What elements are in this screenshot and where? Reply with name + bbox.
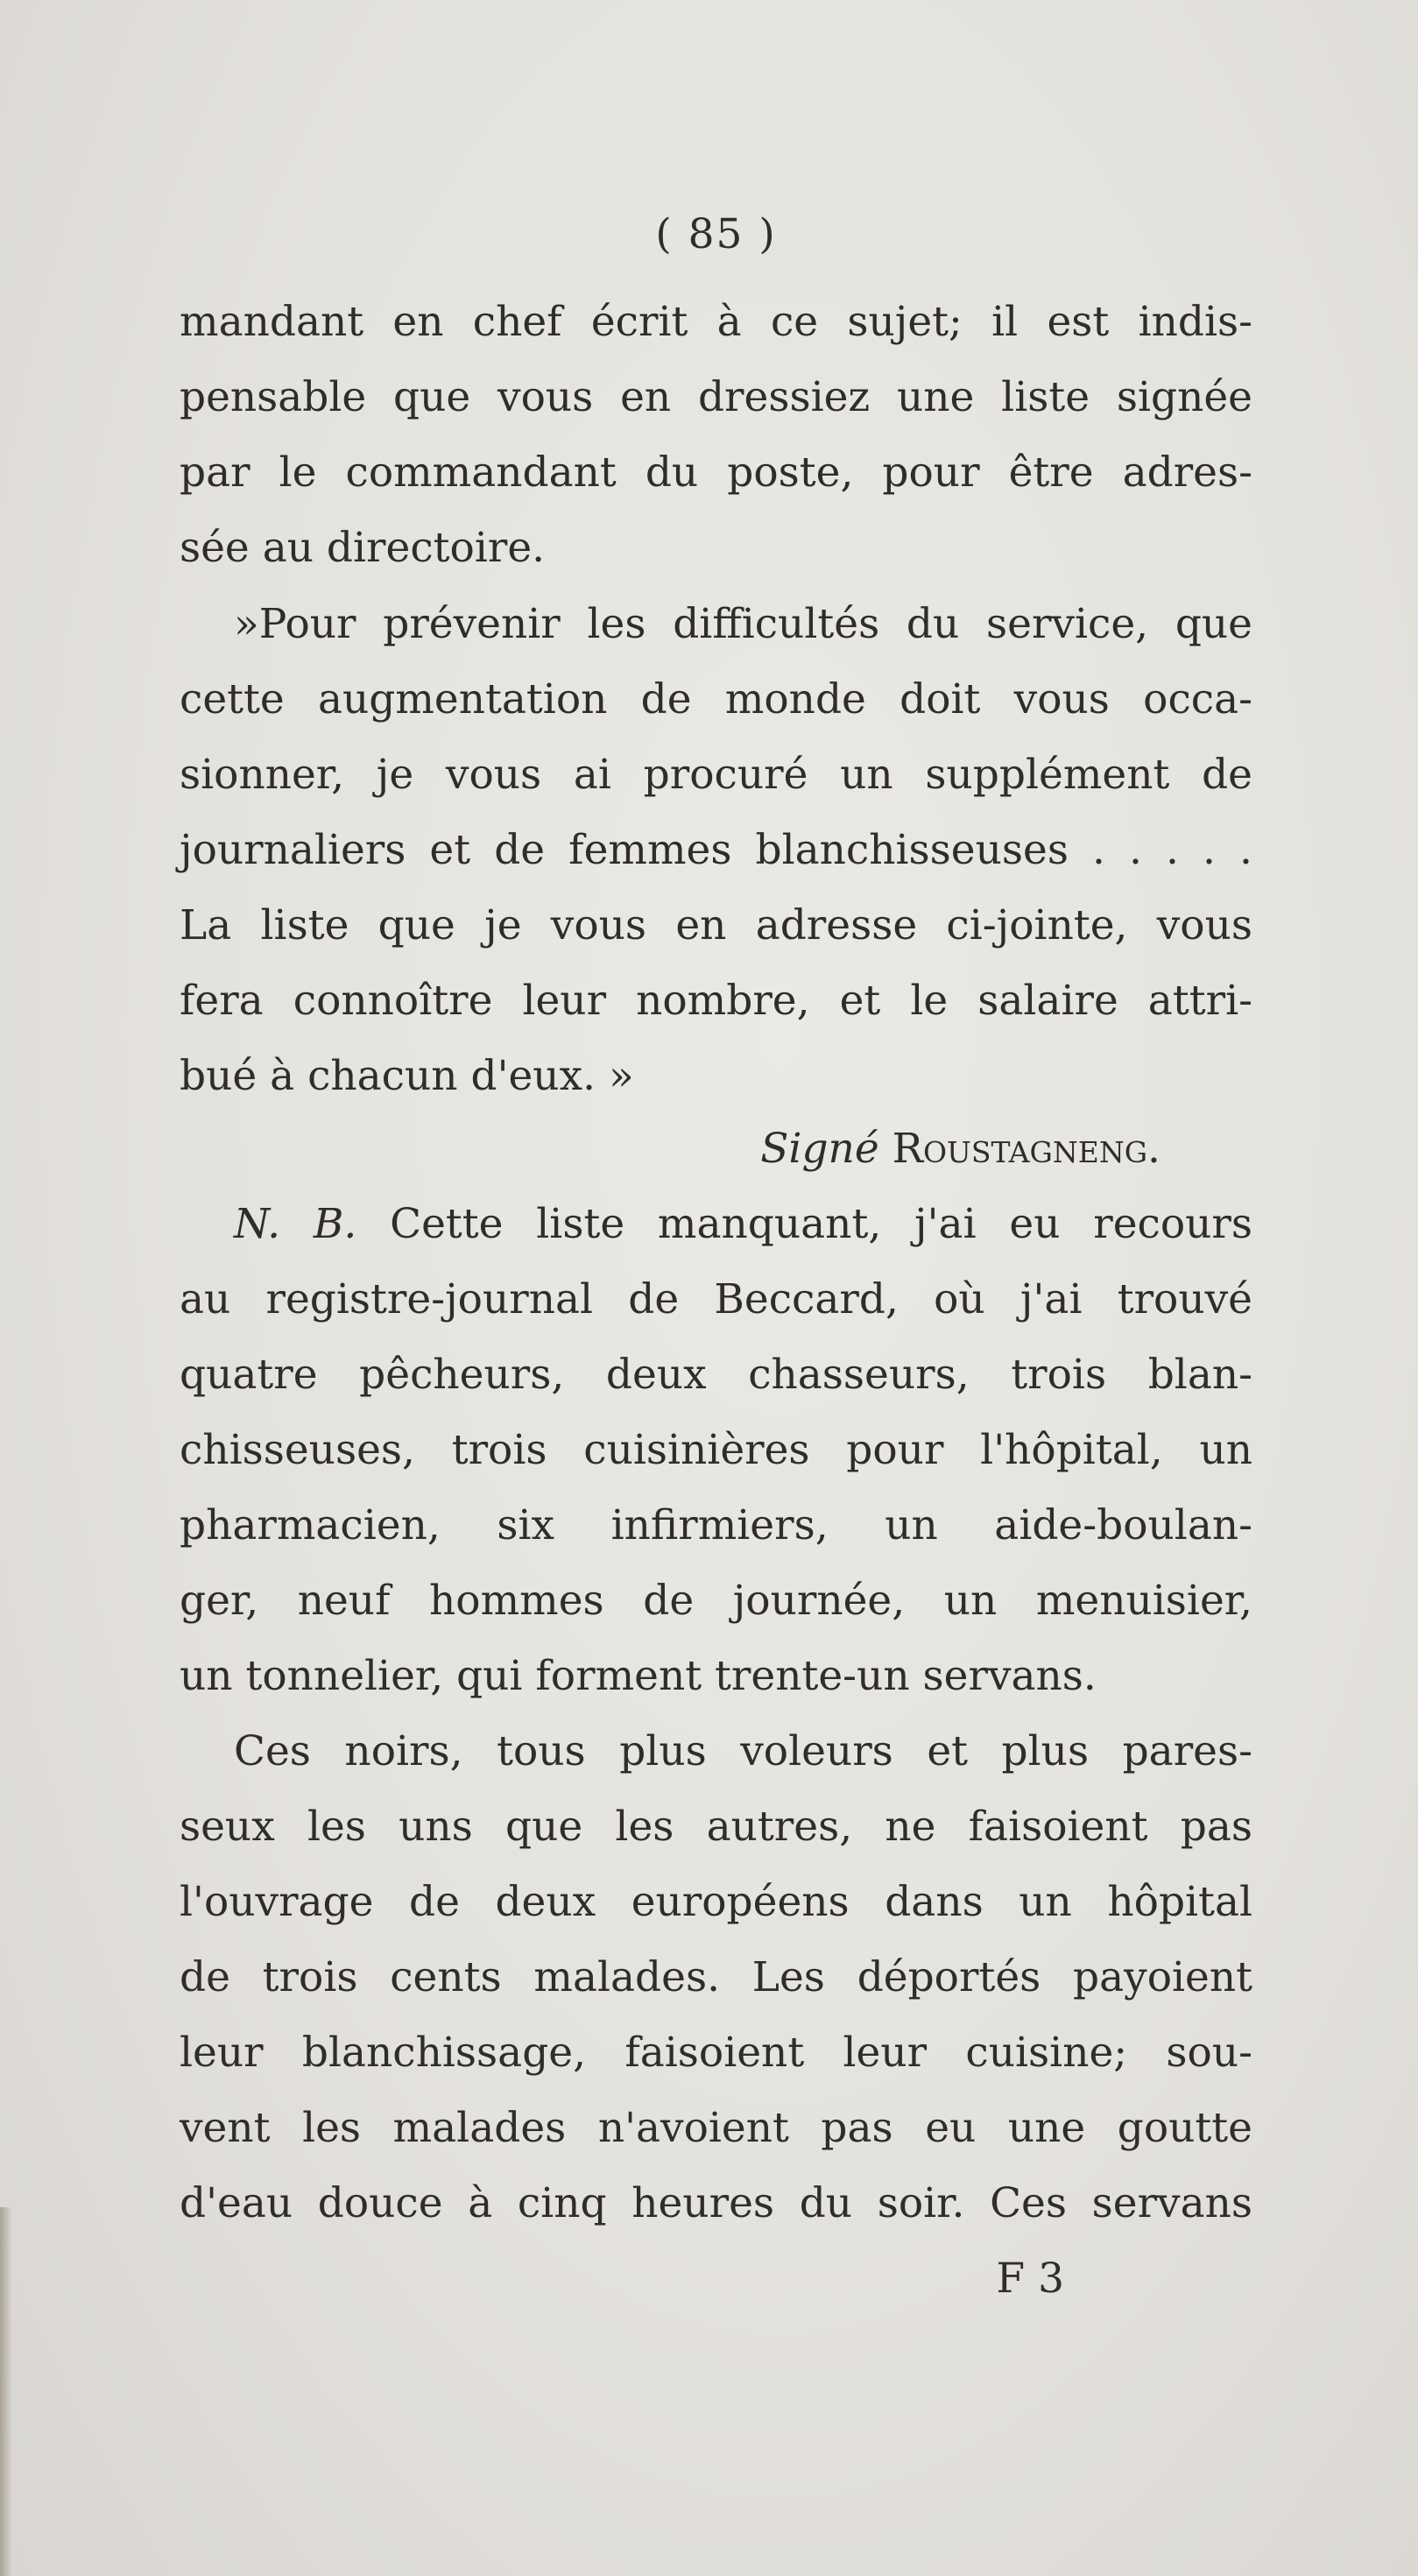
text-line: d'eau douce à cinq heures du soir. Ces servans xyxy=(180,2179,1252,2227)
nb-first-line xyxy=(234,1198,1252,1251)
nb-label: N. B. xyxy=(234,1200,357,1248)
text-line: fera connoître leur nombre, et le salaire attri- xyxy=(180,977,1252,1025)
text-line: l'ouvrage de deux européens dans un hôpital xyxy=(180,1878,1252,1926)
text-line: par le commandant du poste, pour être adres- xyxy=(180,448,1252,497)
text-line: pensable que vous en dressiez une liste signée xyxy=(180,373,1252,421)
text-line: ger, neuf hommes de journée, un menuisier, xyxy=(180,1577,1252,1625)
signature-prefix: Signé xyxy=(760,1125,879,1173)
text-line: au registre-journal de Beccard, où j'ai trouvé xyxy=(180,1275,1252,1323)
text-line: de trois cents malades. Les déportés payoient xyxy=(180,1953,1252,2001)
text-line: quatre pêcheurs, deux chasseurs, trois blan- xyxy=(180,1351,1252,1399)
text-line: sionner, je vous ai procuré un supplément de xyxy=(180,751,1252,799)
text-line: chisseuses, trois cuisinières pour l'hôpital, un xyxy=(180,1426,1252,1474)
text-line: cette augmentation de monde doit vous occa- xyxy=(180,675,1252,723)
nb-text: Cette liste manquant, j'ai eu recours xyxy=(390,1200,1253,1248)
signature xyxy=(180,1123,1161,1175)
text-line: La liste que je vous en adresse ci-jointe, vous xyxy=(180,901,1252,949)
text-line: vent les malades n'avoient pas eu une goutte xyxy=(180,2104,1252,2152)
signature-mark: F 3 xyxy=(996,2255,1064,2303)
text-line: seux les uns que les autres, ne faisoient pas xyxy=(180,1803,1252,1851)
text-line: journaliers et de femmes blanchisseuses . . . . . xyxy=(180,826,1252,874)
text-line: mandant en chef écrit à ce sujet; il est indis- xyxy=(180,298,1252,346)
text-line: pharmacien, six infirmiers, un aide-boulan- xyxy=(180,1501,1252,1549)
text-line: »Pour prévenir les difficultés du service, que xyxy=(234,600,1252,648)
page-number: ( 85 ) xyxy=(655,210,777,258)
text-line: leur blanchissage, faisoient leur cuisine; sou- xyxy=(180,2029,1252,2077)
page-edge-shadow xyxy=(0,2207,12,2576)
text-line: sée au directoire. xyxy=(180,524,546,572)
text-line: bué à chacun d'eux. » xyxy=(180,1052,634,1100)
text-line: un tonnelier, qui forment trente-un servans. xyxy=(180,1652,1097,1700)
text-line: Ces noirs, tous plus voleurs et plus pares- xyxy=(234,1727,1252,1775)
signature-name: Roustagneng. xyxy=(892,1125,1161,1173)
